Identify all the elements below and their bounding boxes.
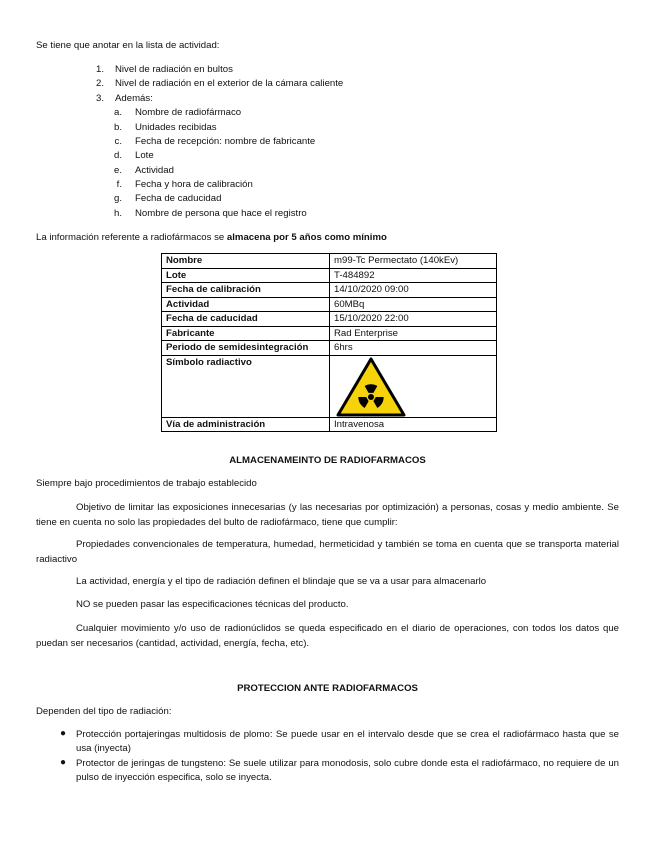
list-item: Además: (115, 93, 153, 104)
table-row (162, 312, 497, 327)
list-letter: b. (113, 122, 122, 133)
list-item: Nivel de radiación en bultos (115, 64, 233, 75)
list-item: Fecha de caducidad (135, 193, 222, 204)
bullet-icon: ● (60, 757, 67, 768)
list-item: Fecha de recepción: nombre de fabricante (135, 136, 316, 147)
list-number: 3. (95, 93, 104, 104)
list-letter: a. (113, 107, 122, 118)
list-item: Lote (135, 150, 154, 161)
table-value: 60MBq (330, 297, 497, 312)
table-label: Lote (162, 268, 330, 283)
table-label: Fecha de caducidad (162, 312, 330, 327)
paragraph: Objetivo de limitar las exposiciones innecesarias (y las necesarias por optimización) a personas, cosas y medio ambiente. Se tiene en cuenta no solo las propiedades del bulto de radiofármaco, tiene que cumplir: (36, 502, 619, 528)
table-row (162, 417, 497, 432)
table-label: Fabricante (162, 326, 330, 341)
section-heading-storage: ALMACENAMEINTO DE RADIOFARMACOS (229, 455, 426, 466)
table-row (162, 341, 497, 356)
table-label: Fecha de calibración (162, 283, 330, 298)
list-number: 2. (95, 78, 104, 89)
table-value: 15/10/2020 22:00 (330, 312, 497, 327)
table-value: T-484892 (330, 268, 497, 283)
radiopharmaceutical-table (161, 253, 497, 432)
list-item: Protección portajeringas multidosis de plomo: Se puede usar en el intervalo desde que se crea el radiofármaco hasta que se usa (inyecta) (76, 729, 619, 754)
section-lead: Dependen del tipo de radiación: (36, 706, 172, 717)
section-lead: Siempre bajo procedimientos de trabajo establecido (36, 478, 257, 489)
list-letter: g. (113, 193, 122, 204)
list-item: Nombre de radiofármaco (135, 107, 242, 118)
list-number: 1. (95, 64, 104, 75)
section-heading-protection: PROTECCION ANTE RADIOFARMACOS (237, 683, 418, 694)
paragraph: Cualquier movimiento y/o uso de radionúclidos se queda especificado en el diario de operaciones, con todos los datos que puedan ser necesarios (cantidad, actividad, energía, fecha, etc). (36, 623, 619, 649)
table-value: 14/10/2020 09:00 (330, 283, 497, 298)
list-letter: c. (114, 136, 122, 147)
paragraph: NO se pueden pasar las especificaciones técnicas del producto. (76, 599, 349, 610)
radiation-warning-icon (336, 357, 406, 417)
table-value: 6hrs (330, 341, 497, 356)
table-row (162, 326, 497, 341)
table-row (162, 355, 497, 417)
paragraph: Propiedades convencionales de temperatura, humedad, hermeticidad y también se toma en cuenta que se transporta material radiactivo (36, 539, 619, 565)
storage-note-emphasis: almacena por 5 años como mínimo (226, 232, 387, 243)
table-label: Símbolo radiactivo (162, 355, 330, 417)
list-item: Nombre de persona que hace el registro (135, 208, 307, 219)
list-item: Fecha y hora de calibración (135, 179, 253, 190)
list-letter: e. (113, 165, 122, 176)
table-label: Periodo de semidesintegración (162, 341, 330, 356)
list-item: Protector de jeringas de tungsteno: Se suele utilizar para monodosis, solo cubre donde esta el radiofármaco, no requiere de un pulso de inyección especifica, solo se inyecta. (76, 758, 619, 783)
intro-text: Se tiene que anotar en la lista de actividad: (36, 40, 220, 51)
bullet-icon: ● (60, 728, 67, 739)
table-label: Nombre (162, 254, 330, 269)
table-value: Rad Enterprise (330, 326, 497, 341)
list-letter: h. (113, 208, 122, 219)
paragraph: La actividad, energía y el tipo de radiación definen el blindaje que se va a usar para almacenarlo (76, 576, 487, 587)
list-item: Actividad (135, 165, 174, 176)
table-row (162, 283, 497, 298)
table-label: Vía de administración (162, 417, 330, 432)
storage-note-text: La información referente a radiofármacos se (36, 232, 227, 243)
table-row (162, 254, 497, 269)
table-row (162, 297, 497, 312)
table-row (162, 268, 497, 283)
table-value: Intravenosa (330, 417, 497, 432)
list-item: Unidades recibidas (135, 122, 217, 133)
storage-note (36, 232, 387, 243)
list-letter: f. (116, 179, 122, 190)
list-item: Nivel de radiación en el exterior de la cámara caliente (115, 78, 344, 89)
radiation-symbol-cell (330, 355, 497, 417)
table-value: m99-Tc Permectato (140kEv) (330, 254, 497, 269)
list-letter: d. (113, 150, 122, 161)
table-label: Actividad (162, 297, 330, 312)
